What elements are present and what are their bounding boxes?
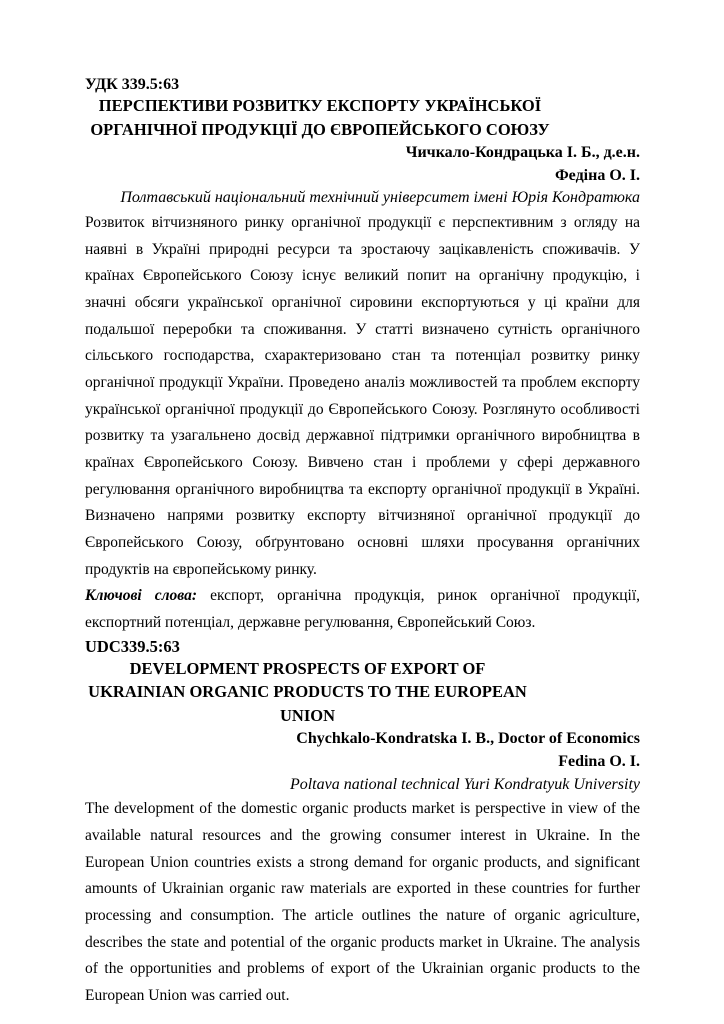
author-en-2: Fedina O. I. xyxy=(558,752,640,770)
author-uk-2: Федіна О. І. xyxy=(554,166,640,184)
abstract-uk: Розвиток вітчизняного ринку органічної продукції є перспективним з огляду на наявні в Україні природні ресурси та зростаючу зацікавленість споживачів. У країнах Європейського Союзу існує великий попит на органічну продукцію, і значні обсяги української органічної сировини експортуються у ці країни для подальшої переробки та споживання. У статті визначено сутність органічного сільського господарства, схарактеризовано стан та потенціал розвитку ринку органічної продукції України. Проведено аналіз можливостей та проблем експорту української органічної продукції до Європейського Союзу. Розглянуто особливості розвитку та узагальнено досвід державної підтримки органічного виробництва в країнах Європейського Союзу. Вивчено стан і проблеми у сфері державного регулювання органічного виробництва та експорту органічної продукції в Україні. Визначено напрями розвитку експорту вітчизняної органічної продукції до Європейського Союзу, обґрунтовано основні шляхи просування органічних продуктів на європейському ринку. xyxy=(85,214,640,578)
author-en-1: Chychkalo-Kondratska I. B., Doctor of Economics xyxy=(296,730,640,748)
keywords-uk xyxy=(85,583,640,636)
article-title-uk: ПЕРСПЕКТИВИ РОЗВИТКУ ЕКСПОРТУ УКРАЇНСЬКОЇ ОРГАНІЧНОЇ ПРОДУКЦІЇ ДО ЄВРОПЕЙСЬКОГО СОЮЗУ xyxy=(90,96,550,139)
udc-code: UDC339.5:63 xyxy=(85,636,180,656)
udk-code: УДК 339.5:63 xyxy=(85,76,180,93)
affiliation-en: Poltava national technical Yuri Kondratyuk University xyxy=(289,775,640,793)
author-uk-1: Чичкало-Кондрацька І. Б., д.е.н. xyxy=(405,143,640,161)
keywords-text-uk: експорт, органічна продукція, ринок органічної продукції, експортний потенціал, державне регулювання, Європейський Союз. xyxy=(85,587,641,631)
keywords-label-uk: Ключові слова: xyxy=(85,587,198,605)
affiliation-uk: Полтавський національний технічний університет імені Юрія Кондратюка xyxy=(120,189,640,207)
abstract-en: The development of the domestic organic products market is perspective in view of the available natural resources and the growing consumer interest in Ukraine. In the European Union countries exists a strong demand for organic products, and significant amounts of Ukrainian organic raw materials are exported in these countries for further processing and consumption. The article outlines the nature of organic agriculture, describes the state and potential of the organic products market in Ukraine. The analysis of the opportunities and problems of export of the Ukrainian organic products to the European Union was carried out. xyxy=(85,800,640,1005)
article-title-en: DEVELOPMENT PROSPECTS OF EXPORT OF UKRAINIAN ORGANIC PRODUCTS TO THE EUROPEAN UNION xyxy=(88,658,527,726)
